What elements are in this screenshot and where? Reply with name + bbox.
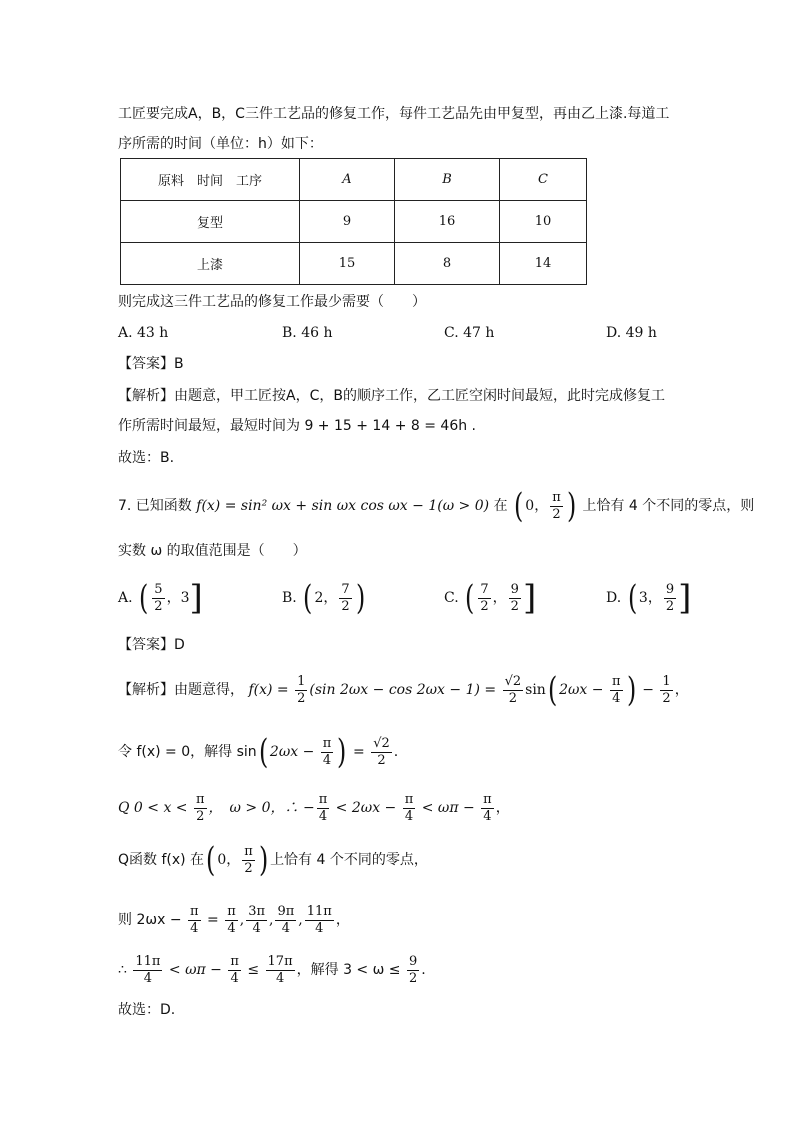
q7-stem-suffix: 上恰有 4 个不同的零点，则 (582, 498, 755, 514)
table-cell: 8 (395, 243, 500, 285)
q7-analysis-step-6: ∴ $\frac{11\pi}{4}$ < ωπ − $\frac{\pi}{4}$ ≤ $\frac{17\pi}{4}$ ，解得 3 < ω ≤ $\frac{9}{2}$ . (118, 953, 426, 986)
interval-comma: ， (534, 498, 549, 514)
q7-option-b: B. ( 2， $\frac{7}{2}$ ) (282, 578, 365, 618)
q7-stem-line-2: 实数 ω 的取值范围是（ ） (118, 543, 307, 559)
q6-answer: 【答案】B (118, 356, 184, 372)
interval-open-paren: ( (514, 486, 524, 526)
q6-option-d: D. 49 h (606, 325, 657, 341)
q7-choose: 故选：D. (118, 1002, 176, 1018)
q6-option-b: B. 46 h (282, 325, 333, 341)
time-table (120, 158, 587, 285)
intro-line-1: 工匠要完成A，B，C三件工艺品的修复工作，每件工艺品先由甲复型，再由乙上漆.每道工 (118, 106, 670, 122)
intro-line-2: 序所需的时间（单位：h）如下： (118, 136, 323, 152)
q6-question: 则完成这三件工艺品的修复工作最少需要（ ） (118, 294, 426, 310)
interval-close-paren: ) (566, 486, 577, 526)
table-header-cell: B (395, 159, 500, 201)
q6-analysis-line-2: 作所需时间最短，最短时间为 9 + 15 + 14 + 8 = 46h . (118, 418, 477, 434)
q7-function: f(x) = sin² ωx + sin ωx cos ωx − 1(ω > 0) (196, 498, 490, 514)
table-cell: 14 (500, 243, 587, 285)
q7-answer: 【答案】D (118, 637, 185, 653)
table-cell: 复型 (121, 201, 300, 243)
table-header-cell: 原料 时间 工序 (121, 159, 300, 201)
q7-analysis-step-4: Q函数 f(x) 在( 0， $\frac{\pi}{2}$ ) 上恰有 4 个不同的零点， (118, 840, 428, 880)
q7-stem-in: 在 (493, 498, 508, 514)
q7-analysis-step-5: 则 2ωx − $\frac{\pi}{4}$ = $\frac{\pi}{4}$ , $\frac{3\pi}{4}$ , $\frac{9\pi}{4}$ , $\frac{11\pi}{4}$ ， (118, 903, 350, 936)
table-header-cell: C (500, 159, 587, 201)
fraction-pi-over-2: $\frac{\pi}{2}$ (552, 489, 561, 522)
q7-analysis-step-3: Q 0 < x < $\frac{\pi}{2}$ ， ω > 0，∴ − $\frac{\pi}{4}$ < 2ωx − $\frac{\pi}{4}$ < ωπ − $\frac{\pi}{4}$ ， (118, 791, 510, 824)
q6-choose: 故选：B. (118, 450, 175, 466)
table-header-row (121, 159, 587, 201)
q7-stem-line-1 (118, 488, 754, 524)
interval-zero: 0 (525, 498, 535, 514)
table-cell: 16 (395, 201, 500, 243)
q7-analysis-step-1: 【解析】由题意得， f(x) = $\frac{1}{2}$ (sin 2ωx − cos 2ωx − 1) = $\frac{√2}{2}$ sin( 2ωx − $\frac{\pi}{4}$ ) − $\frac{1}{2}$ ， (118, 670, 689, 710)
table-row (121, 201, 587, 243)
q7-option-a: A. ( $\frac{5}{2}$ ，3] (118, 578, 203, 618)
table-cell: 上漆 (121, 243, 300, 285)
q7-option-c: C. ( $\frac{7}{2}$ ， $\frac{9}{2}$ ] (444, 578, 537, 618)
q6-option-a: A. 43 h (118, 325, 169, 341)
table-header-cell: A (300, 159, 395, 201)
q6-analysis-line-1: 【解析】由题意，甲工匠按A，C，B的顺序工作，乙工匠空闲时间最短，此时完成修复工 (118, 388, 665, 404)
table-cell: 15 (300, 243, 395, 285)
q7-analysis-step-2: 令 f(x) = 0，解得 sin( 2ωx − $\frac{\pi}{4}$ ) = $\frac{√2}{2}$ . (118, 732, 399, 772)
table-cell: 10 (500, 201, 587, 243)
q7-stem-prefix: 7. 已知函数 (118, 498, 192, 514)
q7-option-d: D. ( 3， $\frac{9}{2}$ ] (606, 578, 692, 618)
table-row (121, 243, 587, 285)
q6-option-c: C. 47 h (444, 325, 495, 341)
table-cell: 9 (300, 201, 395, 243)
